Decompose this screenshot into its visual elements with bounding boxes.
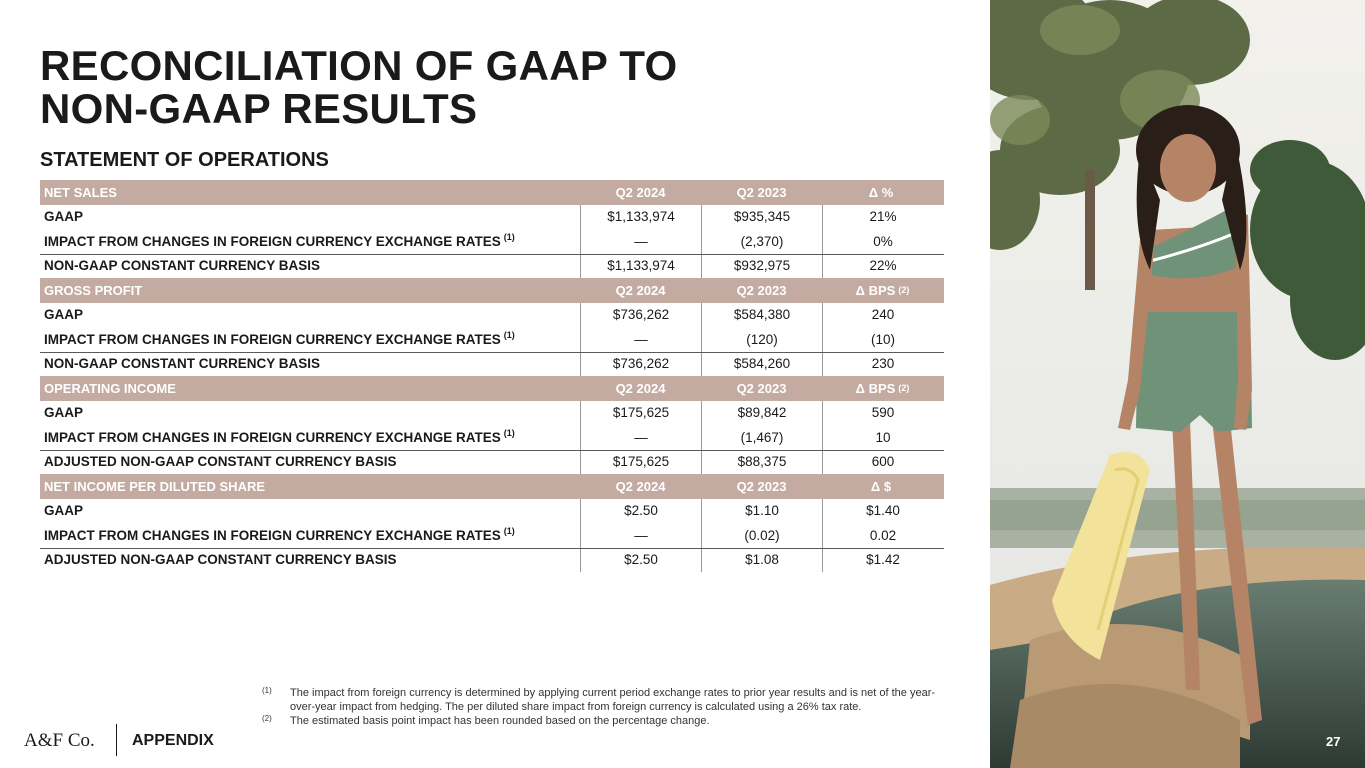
value-change: $1.42 <box>822 548 943 573</box>
value-change: 600 <box>822 450 943 475</box>
section-header-label: GROSS PROFIT <box>44 282 143 298</box>
column-header-current: Q2 2024 <box>615 184 666 200</box>
value-current: — <box>580 523 701 548</box>
row-label-text: GAAP <box>44 405 84 421</box>
value-current: $175,625 <box>580 450 701 475</box>
row-footnote-marker: (1) <box>503 428 515 439</box>
section-header-label: NET INCOME PER DILUTED SHARE <box>44 478 266 494</box>
model-photo-illustration <box>990 0 1365 768</box>
value-change: 230 <box>822 352 943 377</box>
footnote-1 <box>262 686 952 714</box>
table-row <box>40 327 944 352</box>
page-title <box>40 44 940 130</box>
row-label-text: NON-GAAP CONSTANT CURRENCY BASIS <box>44 356 321 372</box>
row-footnote-marker: (1) <box>503 526 515 537</box>
column-header-change <box>822 474 943 499</box>
column-header-change <box>822 180 943 205</box>
table-row <box>40 548 944 573</box>
row-label <box>40 430 580 445</box>
row-label-text: ADJUSTED NON-GAAP CONSTANT CURRENCY BASIS <box>44 454 397 470</box>
row-label-text: GAAP <box>44 307 84 323</box>
table-row <box>40 352 944 377</box>
column-header-change: Δ BPS (2) <box>855 380 910 396</box>
value-prior: $1.08 <box>701 548 822 573</box>
row-label-text: IMPACT FROM CHANGES IN FOREIGN CURRENCY EXCHANGE RATES <box>44 527 501 543</box>
value-prior: $932,975 <box>701 254 822 279</box>
value-change: 240 <box>822 303 943 328</box>
table-row <box>40 523 944 548</box>
value-current: $1,133,974 <box>580 205 701 230</box>
value-current: — <box>580 229 701 254</box>
table-row <box>40 303 944 328</box>
table-row <box>40 254 944 279</box>
value-current: $736,262 <box>580 352 701 377</box>
row-label-text: GAAP <box>44 209 84 225</box>
row-label-text: ADJUSTED NON-GAAP CONSTANT CURRENCY BASIS <box>44 552 397 568</box>
value-change: 0.02 <box>822 523 943 548</box>
footnote-marker: (1) <box>262 686 272 695</box>
row-label-text: IMPACT FROM CHANGES IN FOREIGN CURRENCY EXCHANGE RATES <box>44 233 501 249</box>
table-section-header <box>40 278 944 303</box>
table-row <box>40 401 944 426</box>
row-label <box>40 503 580 518</box>
value-current: $175,625 <box>580 401 701 426</box>
value-prior: $1.10 <box>701 499 822 524</box>
value-current: $2.50 <box>580 499 701 524</box>
column-header-prior: Q2 2023 <box>736 184 787 200</box>
section-header-label: OPERATING INCOME <box>44 380 176 396</box>
section-subtitle: STATEMENT OF OPERATIONS <box>40 149 329 171</box>
value-prior: (2,370) <box>701 229 822 254</box>
row-label <box>40 356 580 371</box>
footnotes <box>262 686 952 728</box>
row-footnote-marker: (1) <box>503 330 515 341</box>
value-change: 0% <box>822 229 943 254</box>
footnote-text: The estimated basis point impact has been rounded based on the percentage change. <box>290 715 710 727</box>
value-current: $2.50 <box>580 548 701 573</box>
page-title-line-2: NON-GAAP RESULTS <box>40 85 478 132</box>
value-current: $736,262 <box>580 303 701 328</box>
value-prior: $89,842 <box>701 401 822 426</box>
page-number: 27 <box>1326 734 1341 749</box>
value-change: $1.40 <box>822 499 943 524</box>
section-header-label: NET SALES <box>44 184 117 200</box>
page-title-line-1: RECONCILIATION OF GAAP TO <box>40 42 678 89</box>
column-header-current: Q2 2024 <box>615 380 666 396</box>
row-label-text: IMPACT FROM CHANGES IN FOREIGN CURRENCY EXCHANGE RATES <box>44 429 501 445</box>
column-header-prior: Q2 2023 <box>736 478 787 494</box>
row-label <box>40 234 580 249</box>
reconciliation-table <box>40 180 944 572</box>
column-header-prior: Q2 2023 <box>736 380 787 396</box>
row-label <box>40 307 580 322</box>
row-label <box>40 332 580 347</box>
row-label <box>40 454 580 469</box>
change-header-text: Δ BPS <box>855 282 896 298</box>
change-header-text: Δ BPS <box>855 380 896 396</box>
value-change: (10) <box>822 327 943 352</box>
table-section-header <box>40 180 944 205</box>
table-row <box>40 425 944 450</box>
table-row <box>40 499 944 524</box>
row-label-text: GAAP <box>44 503 84 519</box>
row-label <box>40 528 580 543</box>
value-change: 21% <box>822 205 943 230</box>
value-prior: $935,345 <box>701 205 822 230</box>
value-prior: (120) <box>701 327 822 352</box>
table-section-header <box>40 376 944 401</box>
row-label-text: IMPACT FROM CHANGES IN FOREIGN CURRENCY EXCHANGE RATES <box>44 331 501 347</box>
table-row <box>40 205 944 230</box>
footer-section-label: APPENDIX <box>132 732 214 749</box>
value-current: — <box>580 425 701 450</box>
value-prior: (0.02) <box>701 523 822 548</box>
column-header-prior: Q2 2023 <box>736 282 787 298</box>
value-prior: $584,260 <box>701 352 822 377</box>
value-change: 22% <box>822 254 943 279</box>
row-label <box>40 552 580 567</box>
value-prior: $584,380 <box>701 303 822 328</box>
model-photo <box>990 0 1365 768</box>
value-change: 590 <box>822 401 943 426</box>
footnote-2 <box>262 714 952 728</box>
table-section-header <box>40 474 944 499</box>
column-header-current: Q2 2024 <box>615 478 666 494</box>
footnote-marker: (2) <box>262 714 272 723</box>
column-header-current: Q2 2024 <box>615 282 666 298</box>
change-header-text: Δ $ <box>870 478 892 494</box>
value-change: 10 <box>822 425 943 450</box>
row-label-text: NON-GAAP CONSTANT CURRENCY BASIS <box>44 258 321 274</box>
change-header-text: Δ % <box>868 184 894 200</box>
company-logo: A&F Co. <box>24 730 95 751</box>
value-current: — <box>580 327 701 352</box>
footnote-text: The impact from foreign currency is determined by applying current period exchange rates to prior year results and is net of the year-over-year impact from hedging. The per diluted share impact from foreign currency is calculated using a 26% tax rate. <box>290 687 936 713</box>
table-row <box>40 450 944 475</box>
row-label <box>40 209 580 224</box>
table-row <box>40 229 944 254</box>
row-label <box>40 258 580 273</box>
footer-divider <box>116 724 117 756</box>
value-prior: $88,375 <box>701 450 822 475</box>
row-label <box>40 405 580 420</box>
value-prior: (1,467) <box>701 425 822 450</box>
value-current: $1,133,974 <box>580 254 701 279</box>
row-footnote-marker: (1) <box>503 232 515 243</box>
column-header-change: Δ BPS (2) <box>855 282 910 298</box>
